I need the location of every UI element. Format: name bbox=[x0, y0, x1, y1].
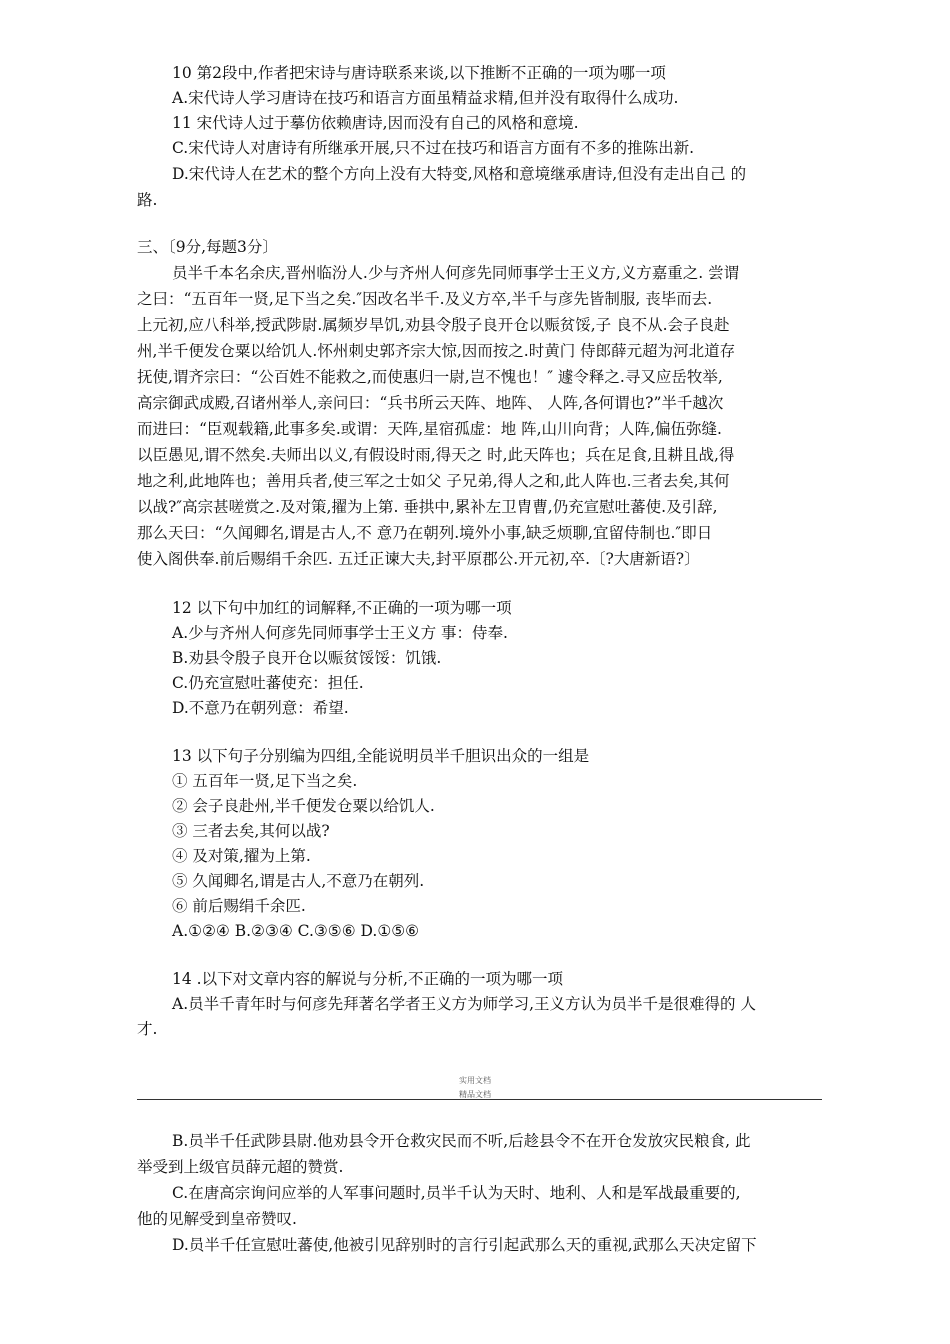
q10-option-d-line1: D.宋代诗人在艺术的整个方向上没有大特变,风格和意境继承唐诗,但没有走出自己 的 bbox=[172, 165, 747, 183]
q13-answer-choices: A.①②④ B.②③④ C.③⑤⑥ D.①⑤⑥ bbox=[172, 922, 420, 940]
q14-option-b-line2: 举受到上级官员薛元超的赞赏. bbox=[137, 1158, 344, 1176]
passage-line: 以战?″高宗甚嗟赏之.及对策,擢为上第. 垂拱中,累补左卫胄曹,仍充宣慰吐蕃使.及引辞, bbox=[137, 498, 718, 516]
q14-option-c-line1: C.在唐高宗询问应举的人军事问题时,员半千认为天时、地利、人和是军战最重要的, bbox=[172, 1184, 741, 1202]
q13-item: ③ 三者去矣,其何以战? bbox=[172, 822, 330, 840]
passage-line: 而进曰：“臣观载籍,此事多矣.或谓：天阵,星宿孤虚：地 阵,山川向背；人阵,偏伍弥缝. bbox=[137, 420, 722, 438]
q10-stem: 10 第2段中,作者把宋诗与唐诗联系来谈,以下推断不正确的一项为哪一项 bbox=[172, 64, 666, 82]
q14-option-c-line2: 他的见解受到皇帝赞叹. bbox=[137, 1210, 297, 1228]
q10-option-d-line2: 路. bbox=[137, 191, 158, 209]
passage-line: 之曰：“五百年一贤,足下当之矣.″因改名半千.及义方卒,半千与彦先皆制服, 丧毕而去. bbox=[137, 290, 713, 308]
q13-item: ② 会子良赴州,半千便发仓粟以给饥人. bbox=[172, 797, 435, 815]
q13-stem: 13 以下句子分别编为四组,全能说明员半千胆识出众的一组是 bbox=[172, 747, 590, 765]
passage-line: 使入阁供奉.前后赐绢千余匹. 五迁正谏大夫,封平原郡公.开元初,卒.〔?大唐新语?〕 bbox=[137, 550, 700, 568]
q14-option-a-line2: 才. bbox=[137, 1020, 158, 1038]
q13-item: ⑤ 久闻卿名,谓是古人,不意乃在朝列. bbox=[172, 872, 425, 890]
passage-line: 员半千本名余庆,晋州临汾人.少与齐州人何彦先同师事学士王义方,义方嘉重之. 尝谓 bbox=[172, 264, 740, 282]
q14-option-a-line1: A.员半千青年时与何彦先拜著名学者王义方为师学习,王义方认为员半千是很难得的 人 bbox=[172, 995, 756, 1013]
q14-option-d-line1: D.员半千任宣慰吐蕃使,他被引见辞别时的言行引起武那么天的重视,武那么天决定留下 bbox=[172, 1236, 757, 1254]
q12-stem: 12 以下句中加红的词解释,不正确的一项为哪一项 bbox=[172, 599, 512, 617]
passage-line: 以臣愚见,谓不然矣.夫师出以义,有假设时雨,得天之 时,此天阵也；兵在足食,且耕且战,得 bbox=[137, 446, 735, 464]
q12-option: C.仍充宣慰吐蕃使充：担任. bbox=[172, 674, 364, 692]
q12-option: D.不意乃在朝列意：希望. bbox=[172, 699, 349, 717]
q14-option-b-line1: B.员半千任武陟县尉.他劝县令开仓救灾民而不听,后趁县令不在开仓发放灾民粮食, 此 bbox=[172, 1132, 751, 1150]
q10-option-a: A.宋代诗人学习唐诗在技巧和语言方面虽精益求精,但并没有取得什么成功. bbox=[172, 89, 679, 107]
passage-line: 上元初,应八科举,授武陟尉.属频岁旱饥,劝县令殷子良开仓以赈贫馁,子 良不从.会子良赴 bbox=[137, 316, 730, 334]
q12-option: A.少与齐州人何彦先同师事学士王义方 事：侍奉. bbox=[172, 624, 508, 642]
section-heading: 三、〔9分,每题3分〕 bbox=[137, 238, 278, 256]
footer-label: 精品文档 bbox=[459, 1090, 491, 1099]
passage-line: 高宗御武成殿,召诸州举人,亲问曰：“兵书所云天阵、地阵、 人阵,各何谓也?”半千越次 bbox=[137, 394, 724, 412]
q13-item: ① 五百年一贤,足下当之矣. bbox=[172, 772, 358, 790]
q13-item: ④ 及对策,擢为上第. bbox=[172, 847, 311, 865]
page-divider bbox=[137, 1099, 822, 1100]
passage-line: 州,半千便发仓粟以给饥人.怀州刺史郭齐宗大惊,因而按之.时黄门 侍郎薛元超为河北道存 bbox=[137, 342, 736, 360]
q14-stem: 14 .以下对文章内容的解说与分析,不正确的一项为哪一项 bbox=[172, 970, 564, 988]
passage-line: 抚使,谓齐宗曰：“公百姓不能救之,而使惠归一尉,岂不愧也！″ 遽令释之.寻又应岳牧举, bbox=[137, 368, 723, 386]
passage-line: 地之利,此地阵也；善用兵者,使三军之士如父 子兄弟,得人之和,此人阵也.三者去矣,其何 bbox=[137, 472, 730, 490]
q10-option-c: C.宋代诗人对唐诗有所继承开展,只不过在技巧和语言方面有不多的推陈出新. bbox=[172, 139, 695, 157]
q10-option-b: 11 宋代诗人过于摹仿依赖唐诗,因而没有自己的风格和意境. bbox=[172, 114, 579, 132]
q13-item: ⑥ 前后赐绢千余匹. bbox=[172, 897, 306, 915]
q12-option: B.劝县令殷子良开仓以赈贫馁馁：饥饿. bbox=[172, 649, 442, 667]
passage-line: 那么天曰：“久闻卿名,谓是古人,不 意乃在朝列.境外小事,缺乏烦聊,宜留侍制也.″即日 bbox=[137, 524, 713, 542]
footer-label: 实用文档 bbox=[459, 1076, 491, 1085]
